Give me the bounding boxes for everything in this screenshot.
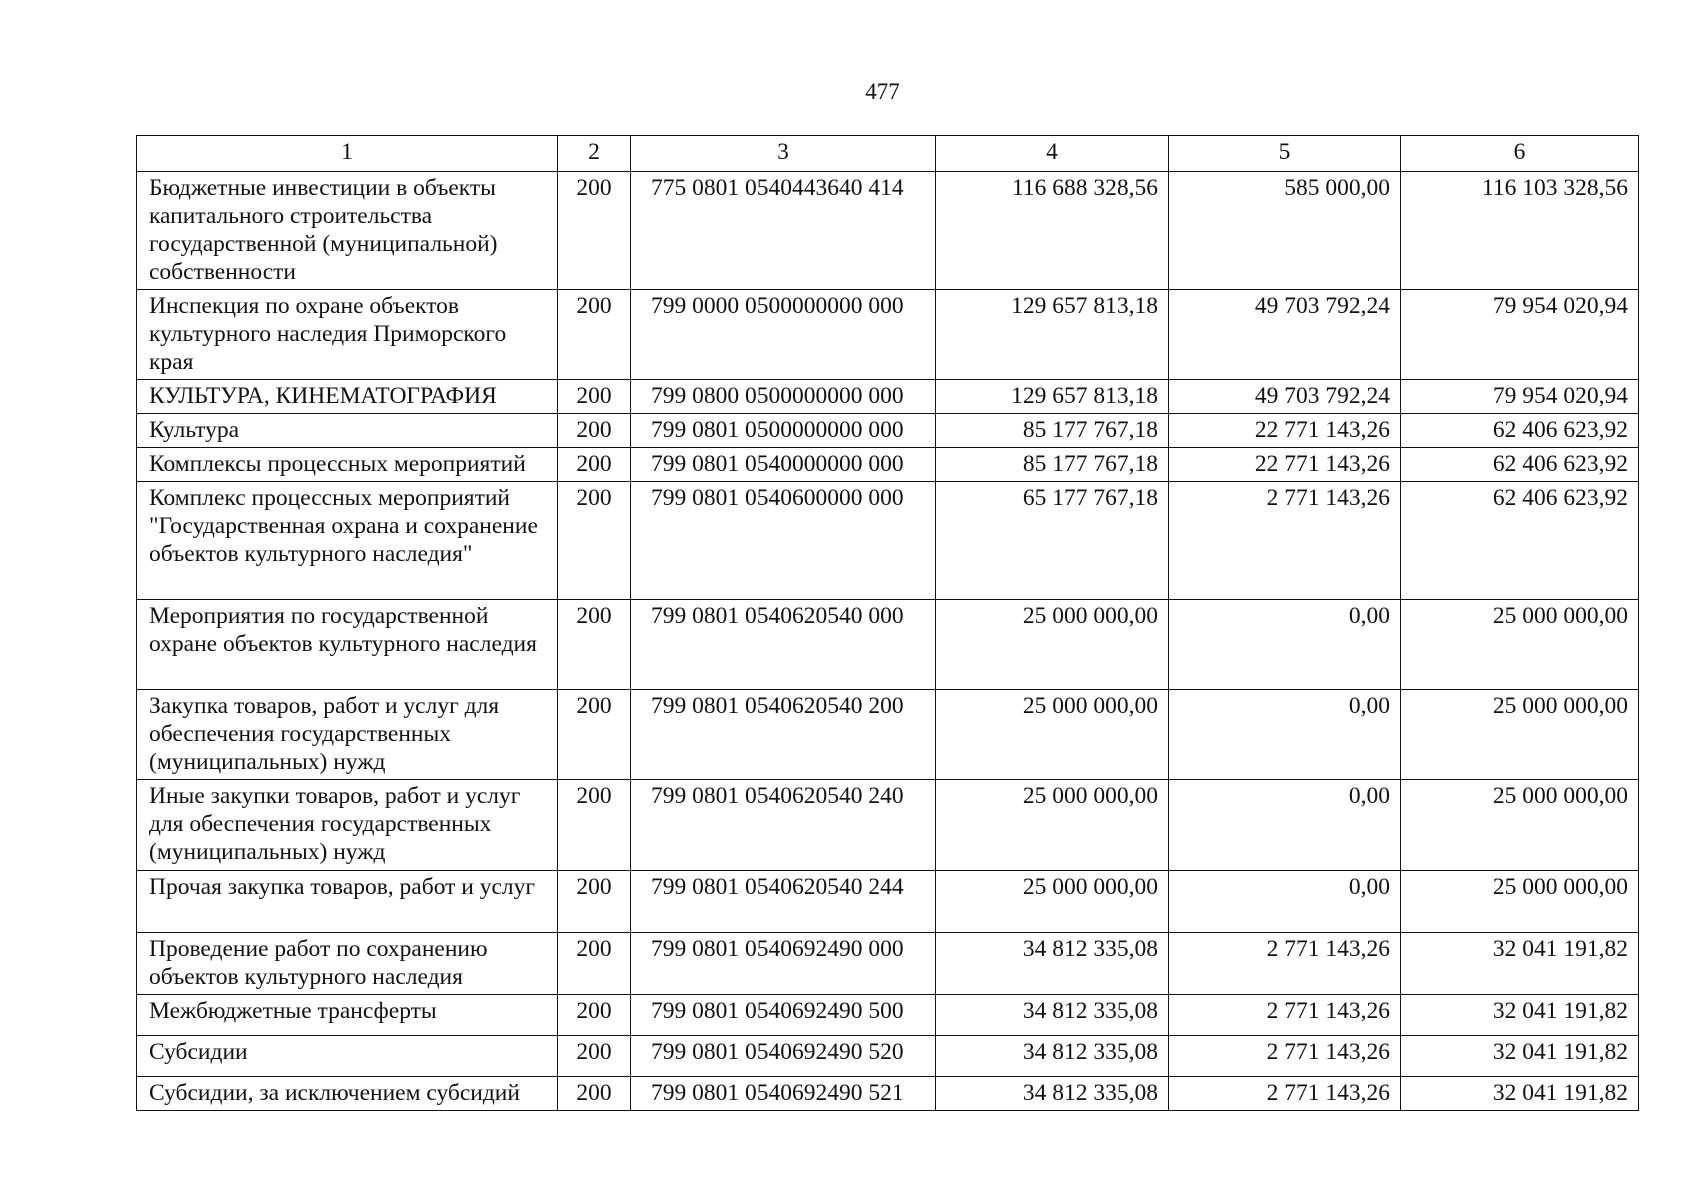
- row-value6-cell: 116 103 328,56: [1401, 172, 1639, 290]
- row-name-cell: Инспекция по охране объектов культурного наследия Приморского края: [137, 290, 558, 380]
- row-name-cell: Субсидии, за исключением субсидий: [137, 1077, 558, 1111]
- row-value4-cell: 25 000 000,00: [936, 780, 1169, 871]
- page-number: 477: [865, 79, 900, 104]
- row-value4-cell: 129 657 813,18: [936, 380, 1169, 414]
- table-row: [137, 448, 1639, 482]
- row-name-cell: Бюджетные инвестиции в объекты капитального строительства государственной (муниципальной) собственности: [137, 172, 558, 290]
- row-value6-cell: 32 041 191,82: [1401, 995, 1639, 1036]
- row-value5-cell: 2 771 143,26: [1169, 1077, 1401, 1111]
- row-code-cell: 799 0801 0540620540 000: [631, 600, 936, 690]
- row-code-cell: 799 0801 0500000000 000: [631, 414, 936, 448]
- row-code-cell: 799 0801 0540692490 521: [631, 1077, 936, 1111]
- row-code-cell: 799 0801 0540600000 000: [631, 482, 936, 600]
- row-value5-cell: 49 703 792,24: [1169, 380, 1401, 414]
- row-value6-cell: 32 041 191,82: [1401, 933, 1639, 995]
- row-value5-cell: 2 771 143,26: [1169, 933, 1401, 995]
- row-value5-cell: 49 703 792,24: [1169, 290, 1401, 380]
- row-value5-cell: 22 771 143,26: [1169, 448, 1401, 482]
- table-row: [137, 995, 1639, 1036]
- row-value4-cell: 116 688 328,56: [936, 172, 1169, 290]
- row-name-cell: Комплексы процессных мероприятий: [137, 448, 558, 482]
- row-col2-cell: 200: [558, 1036, 631, 1077]
- row-value4-cell: 85 177 767,18: [936, 448, 1169, 482]
- row-value6-cell: 79 954 020,94: [1401, 380, 1639, 414]
- row-value5-cell: 2 771 143,26: [1169, 995, 1401, 1036]
- table-row: [137, 172, 1639, 290]
- row-col2-cell: 200: [558, 1077, 631, 1111]
- table-row: [137, 933, 1639, 995]
- row-value6-cell: 25 000 000,00: [1401, 690, 1639, 780]
- row-value5-cell: 585 000,00: [1169, 172, 1401, 290]
- row-value4-cell: 129 657 813,18: [936, 290, 1169, 380]
- row-col2-cell: 200: [558, 995, 631, 1036]
- row-col2-cell: 200: [558, 172, 631, 290]
- header-cell: 4: [936, 136, 1169, 172]
- row-value4-cell: 25 000 000,00: [936, 871, 1169, 933]
- row-value4-cell: 25 000 000,00: [936, 690, 1169, 780]
- row-col2-cell: 200: [558, 380, 631, 414]
- row-value6-cell: 25 000 000,00: [1401, 780, 1639, 871]
- row-value6-cell: 32 041 191,82: [1401, 1077, 1639, 1111]
- row-value4-cell: 65 177 767,18: [936, 482, 1169, 600]
- row-name-cell: Проведение работ по сохранению объектов культурного наследия: [137, 933, 558, 995]
- row-value6-cell: 32 041 191,82: [1401, 1036, 1639, 1077]
- row-value4-cell: 34 812 335,08: [936, 995, 1169, 1036]
- row-code-cell: 775 0801 0540443640 414: [631, 172, 936, 290]
- table-row: [137, 871, 1639, 933]
- row-col2-cell: 200: [558, 290, 631, 380]
- budget-table: [136, 135, 1639, 1111]
- row-code-cell: 799 0801 0540620540 200: [631, 690, 936, 780]
- row-code-cell: 799 0801 0540692490 520: [631, 1036, 936, 1077]
- table-row: [137, 414, 1639, 448]
- row-code-cell: 799 0801 0540620540 240: [631, 780, 936, 871]
- row-code-cell: 799 0801 0540620540 244: [631, 871, 936, 933]
- budget-table-body: [137, 136, 1639, 1111]
- row-value6-cell: 62 406 623,92: [1401, 448, 1639, 482]
- row-code-cell: 799 0000 0500000000 000: [631, 290, 936, 380]
- header-cell: 6: [1401, 136, 1639, 172]
- row-value6-cell: 62 406 623,92: [1401, 482, 1639, 600]
- table-row: [137, 482, 1639, 600]
- row-value6-cell: 25 000 000,00: [1401, 600, 1639, 690]
- row-value5-cell: 0,00: [1169, 600, 1401, 690]
- row-name-cell: КУЛЬТУРА, КИНЕМАТОГРАФИЯ: [137, 380, 558, 414]
- table-row: [137, 1077, 1639, 1111]
- row-value4-cell: 34 812 335,08: [936, 1036, 1169, 1077]
- row-code-cell: 799 0801 0540692490 000: [631, 933, 936, 995]
- row-value5-cell: 2 771 143,26: [1169, 482, 1401, 600]
- row-name-cell: Иные закупки товаров, работ и услуг для обеспечения государственных (муниципальных) нужд: [137, 780, 558, 871]
- row-name-cell: Комплекс процессных мероприятий "Государственная охрана и сохранение объектов культурного наследия": [137, 482, 558, 600]
- row-code-cell: 799 0801 0540692490 500: [631, 995, 936, 1036]
- row-value4-cell: 25 000 000,00: [936, 600, 1169, 690]
- row-code-cell: 799 0800 0500000000 000: [631, 380, 936, 414]
- table-row: [137, 380, 1639, 414]
- row-col2-cell: 200: [558, 600, 631, 690]
- header-cell: 3: [631, 136, 936, 172]
- row-value4-cell: 34 812 335,08: [936, 933, 1169, 995]
- row-value5-cell: 2 771 143,26: [1169, 1036, 1401, 1077]
- table-header-row: [137, 136, 1639, 172]
- row-name-cell: Субсидии: [137, 1036, 558, 1077]
- row-code-cell: 799 0801 0540000000 000: [631, 448, 936, 482]
- row-value5-cell: 0,00: [1169, 780, 1401, 871]
- table-row: [137, 690, 1639, 780]
- row-col2-cell: 200: [558, 690, 631, 780]
- table-row: [137, 600, 1639, 690]
- row-value5-cell: 0,00: [1169, 690, 1401, 780]
- row-value6-cell: 62 406 623,92: [1401, 414, 1639, 448]
- row-col2-cell: 200: [558, 448, 631, 482]
- row-name-cell: Культура: [137, 414, 558, 448]
- row-col2-cell: 200: [558, 780, 631, 871]
- row-name-cell: Прочая закупка товаров, работ и услуг: [137, 871, 558, 933]
- row-col2-cell: 200: [558, 871, 631, 933]
- row-col2-cell: 200: [558, 482, 631, 600]
- table-row: [137, 290, 1639, 380]
- row-name-cell: Межбюджетные трансферты: [137, 995, 558, 1036]
- row-col2-cell: 200: [558, 933, 631, 995]
- row-value6-cell: 25 000 000,00: [1401, 871, 1639, 933]
- row-name-cell: Мероприятия по государственной охране объектов культурного наследия: [137, 600, 558, 690]
- header-cell: 2: [558, 136, 631, 172]
- header-cell: 1: [137, 136, 558, 172]
- header-cell: 5: [1169, 136, 1401, 172]
- table-row: [137, 1036, 1639, 1077]
- row-name-cell: Закупка товаров, работ и услуг для обеспечения государственных (муниципальных) нужд: [137, 690, 558, 780]
- row-col2-cell: 200: [558, 414, 631, 448]
- table-row: [137, 780, 1639, 871]
- row-value4-cell: 85 177 767,18: [936, 414, 1169, 448]
- row-value5-cell: 22 771 143,26: [1169, 414, 1401, 448]
- row-value5-cell: 0,00: [1169, 871, 1401, 933]
- row-value4-cell: 34 812 335,08: [936, 1077, 1169, 1111]
- row-value6-cell: 79 954 020,94: [1401, 290, 1639, 380]
